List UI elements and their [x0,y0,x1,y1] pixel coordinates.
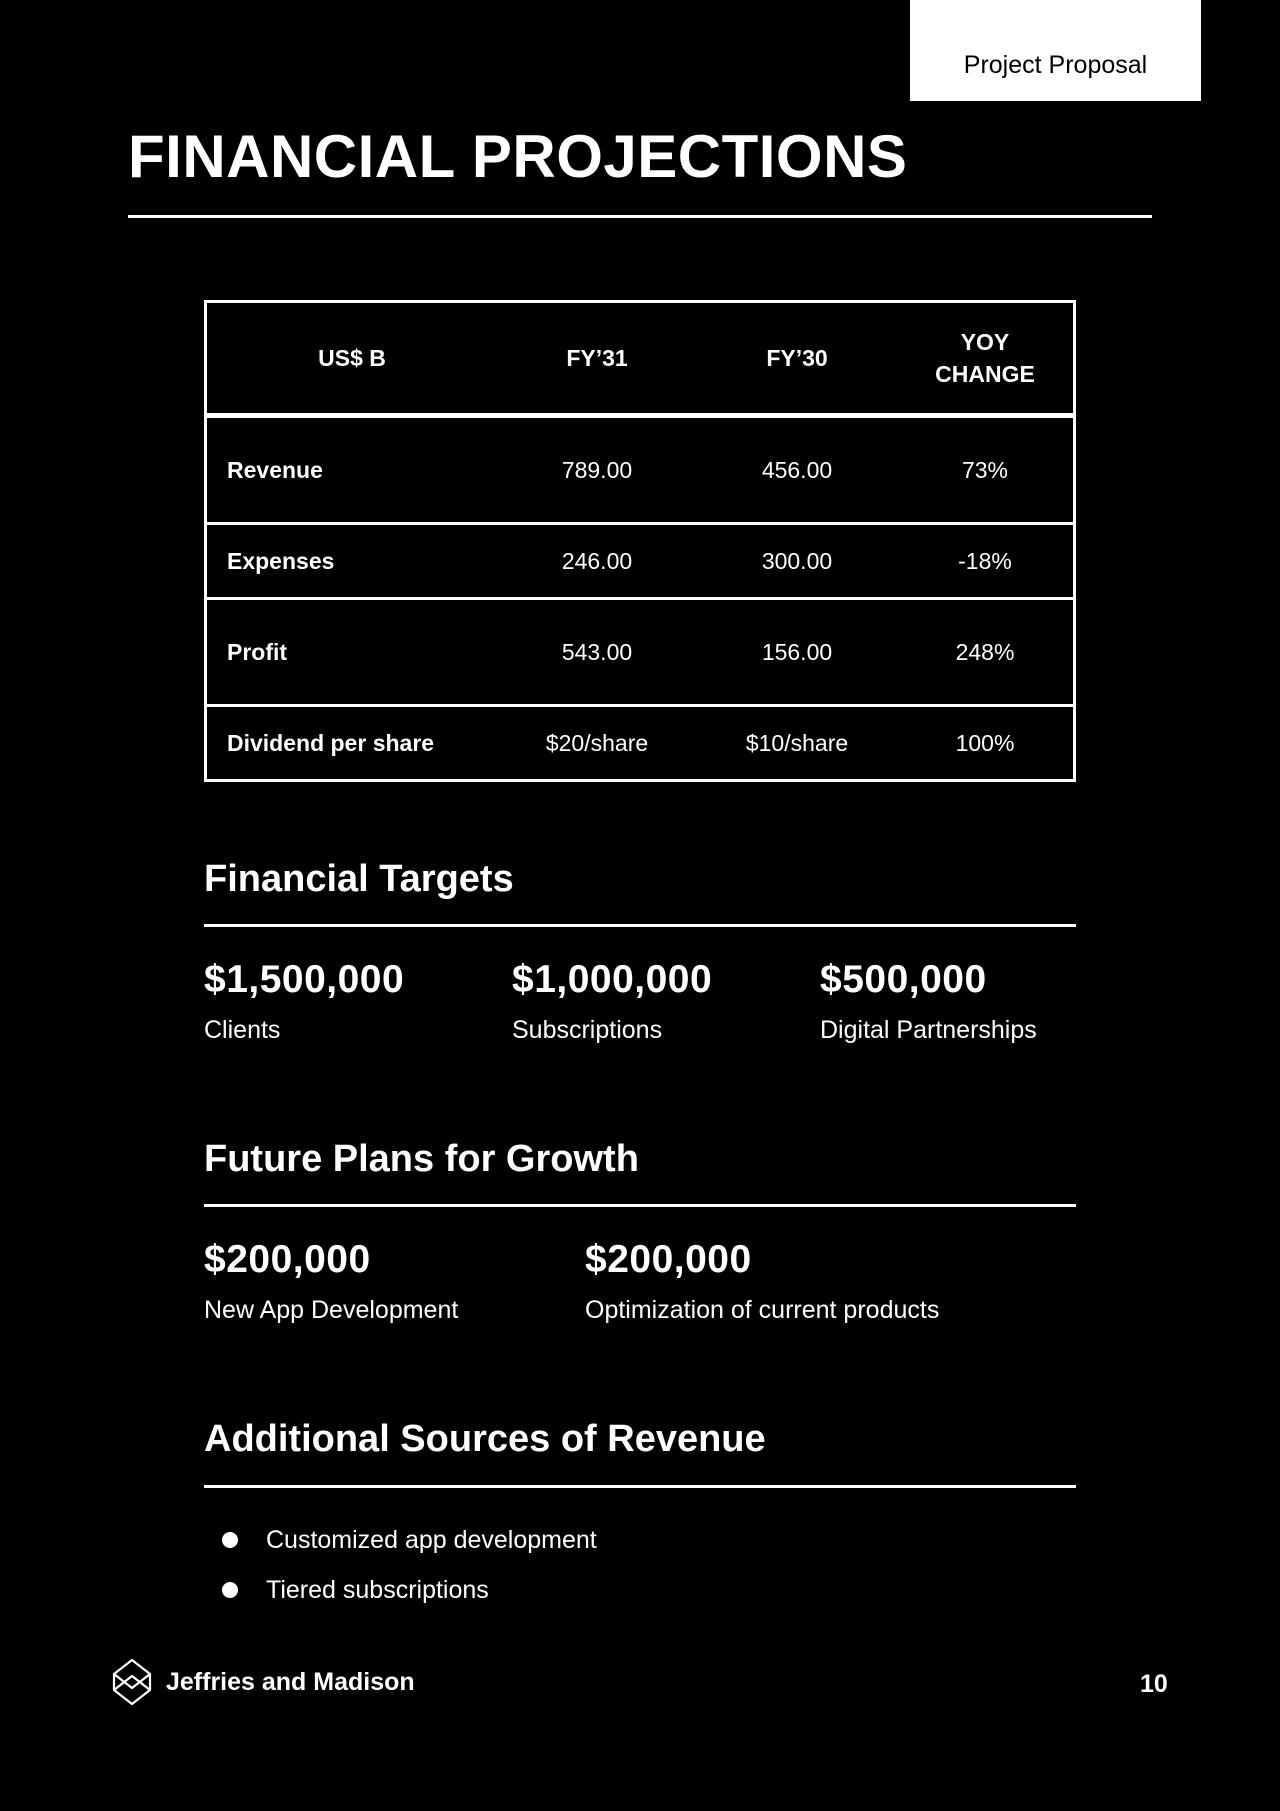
table-header-cell: US$ B [206,302,498,416]
table-cell: -18% [897,524,1075,599]
table-cell: 248% [897,599,1075,706]
growth-label: New App Development [204,1296,459,1324]
page-title: FINANCIAL PROJECTIONS [128,123,908,190]
table-header-row [206,302,1075,416]
table-header-cell: FY’31 [497,302,697,416]
table-cell: 73% [961,456,1009,483]
page-number: 10 [1140,1670,1168,1698]
growth-plans-title: Future Plans for Growth [204,1138,639,1180]
diamond-logo-icon [110,1658,154,1706]
table-cell: 456.00 [761,456,833,483]
list-item-text: Customized app development [266,1525,597,1554]
list-item-text: Tiered subscriptions [266,1575,489,1604]
growth-item [204,1238,458,1325]
row-label: Profit [206,599,498,706]
growth-value: $200,000 [204,1238,371,1281]
target-label: Subscriptions [512,1016,663,1044]
list-item [222,1565,597,1615]
growth-item [585,1238,939,1325]
table-row [206,599,1075,706]
table-header-cell [897,302,1075,416]
brand-name: Jeffries and Madison [166,1667,415,1696]
target-label: Clients [204,1016,281,1044]
section-divider [204,1485,1076,1488]
row-label: Dividend per share [206,706,498,781]
target-value: $500,000 [820,958,987,1001]
revenue-sources-list [222,1515,597,1615]
financial-table [204,300,1076,782]
financial-targets-title: Financial Targets [204,858,514,900]
target-value: $1,500,000 [204,958,405,1001]
table-row [206,706,1075,781]
target-item [512,958,712,1045]
table-row [206,416,1075,524]
table-cell: $20/share [497,706,697,781]
target-item [820,958,1037,1045]
document-tag [910,0,1201,101]
table-cell: 543.00 [497,599,697,706]
table-row [206,524,1075,599]
row-label: Expenses [206,524,498,599]
table-cell: $10/share [697,706,897,781]
target-value: $1,000,000 [512,958,713,1001]
title-divider [128,215,1152,218]
yoy-header-text: YOY CHANGE [935,329,1035,387]
bullet-icon [222,1582,238,1598]
table-cell: 100% [897,706,1075,781]
row-label: Revenue [227,456,323,483]
section-divider [204,924,1076,927]
growth-value: $200,000 [585,1238,752,1281]
revenue-sources-title: Additional Sources of Revenue [204,1418,766,1460]
table-cell: 156.00 [697,599,897,706]
table-cell: 789.00 [561,456,633,483]
growth-label: Optimization of current products [585,1296,940,1324]
footer-brand [110,1658,415,1706]
table-header-cell: FY’30 [697,302,897,416]
target-label: Digital Partnerships [820,1016,1037,1044]
target-item [204,958,404,1045]
bullet-icon [222,1532,238,1548]
table-cell: 246.00 [497,524,697,599]
table-cell: 300.00 [697,524,897,599]
section-divider [204,1204,1076,1207]
list-item [222,1515,597,1565]
document-tag-label: Project Proposal [963,51,1148,79]
